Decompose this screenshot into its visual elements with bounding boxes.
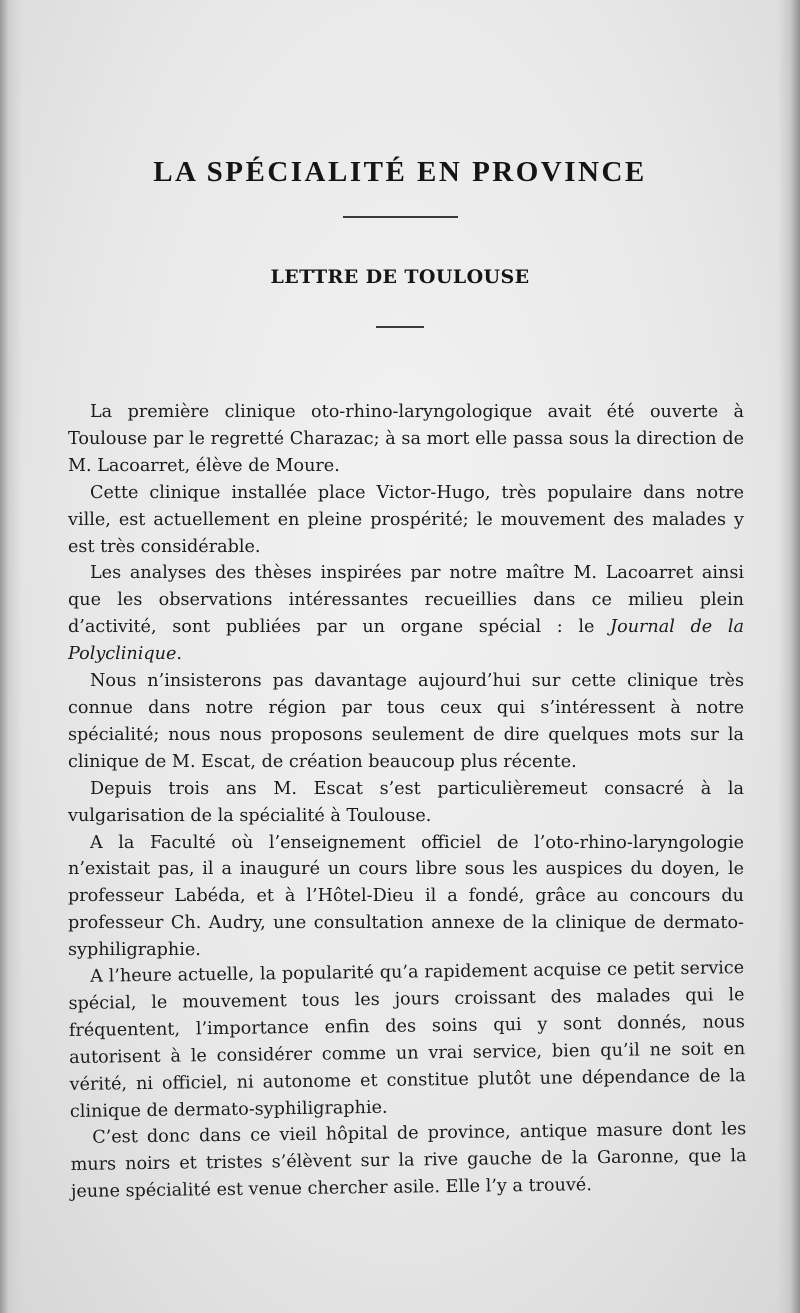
article-title: LA SPÉCIALITÉ EN PROVINCE bbox=[153, 156, 647, 188]
subtitle-divider bbox=[376, 326, 424, 328]
article-body bbox=[68, 399, 747, 1206]
paragraph: Nous n’insisterons pas davantage aujourd’hui sur cette clinique très connue dans notre région par tous ceux qui s’intéressent à notre spécialité; nous nous proposons seulement de dire quelques mots sur la clinique de M. Escat, de création beaucoup plus récente. bbox=[68, 671, 744, 772]
paragraph: A l’heure actuelle, la popularité qu’a rapidement acquise ce petit service spécial, le mouvement tous les jours croissant des malades qui le fréquentent, l’importance enfin des soins qui y sont donnés, nous autorisent à le considérer comme un vrai service, bien qu’il ne soit en vérité, ni officiel, ni autonome et constitue plutôt une dépendance de la clinique de dermato-syphiligraphie. bbox=[68, 958, 746, 1122]
article-subtitle: LETTRE DE TOULOUSE bbox=[270, 266, 530, 288]
tilted-block bbox=[68, 955, 747, 1206]
paragraph: Cette clinique installée place Victor-Hugo, très populaire dans notre ville, est actuellement en pleine prospérité; le mouvement des malades y est très considérable. bbox=[68, 482, 744, 557]
title-divider bbox=[343, 216, 458, 218]
paragraph: La première clinique oto-rhino-laryngologique avait été ouverte à Toulouse par le regretté Charazac; à sa mort elle passa sous la direction de M. Lacoarret, élève de Moure. bbox=[68, 402, 744, 476]
paragraph: C’est donc dans ce vieil hôpital de province, antique masure dont les murs noirs et tristes s’élèvent sur la rive gauche de la Garonne, que la jeune spécialité est venue chercher asile. Elle l’y a trouvé. bbox=[70, 1119, 747, 1203]
paragraph: Les analyses des thèses inspirées par notre maître M. Lacoarret ainsi que les observations intéressantes recueillies dans ce milieu plein d’activité, sont publiées par un organe spécial : le Journal de la Polyclinique. bbox=[68, 563, 744, 665]
paragraph: Depuis trois ans M. Escat s’est particulièremeut consacré à la vulgarisation de la spécialité à Toulouse. bbox=[68, 778, 744, 826]
article-header bbox=[0, 152, 800, 328]
paragraph: A la Faculté où l’enseignement officiel de l’oto-rhino-laryngologie n’existait pas, il a inauguré un cours libre sous les auspices du doyen, le professeur Labéda, et à l’Hôtel-Dieu il a fondé, grâce au concours du professeur Ch. Audry, une consultation annexe de la clinique de dermato-syphiligraphie. bbox=[68, 832, 744, 961]
journal-title: Journal de la Polyclinique bbox=[68, 617, 744, 665]
